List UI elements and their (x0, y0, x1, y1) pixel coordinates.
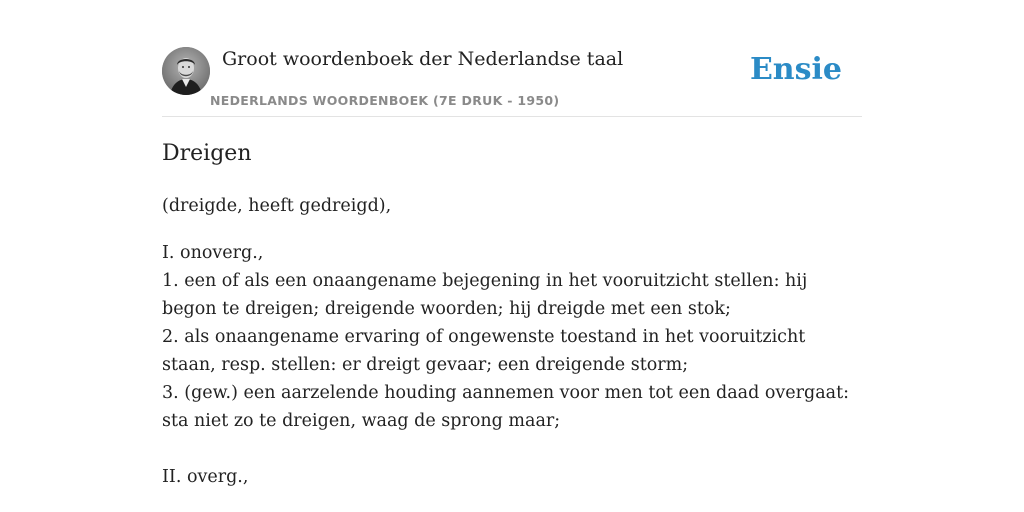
section-heading-transitive: II. overg., (162, 467, 249, 487)
source-subtitle: NEDERLANDS WOORDENBOEK (7E DRUK - 1950) (210, 93, 560, 108)
entry-headword: Dreigen (162, 141, 252, 166)
portrait-icon (162, 47, 210, 95)
sense-2: 2. als onaangename ervaring of ongewenste toestand in het vooruitzicht staan, resp. stellen: er dreigt gevaar; een dreigende storm; (162, 327, 806, 375)
section-heading-intransitive: I. onoverg., (162, 243, 264, 263)
entry-forms: (dreigde, heeft gedreigd), (162, 196, 392, 216)
source-title[interactable]: Groot woordenboek der Nederlandse taal (222, 48, 624, 70)
page-container (162, 0, 862, 512)
entry-definition (162, 192, 862, 491)
entry-header (162, 46, 862, 117)
sense-1: 1. een of als een onaangename bejegening in het vooruitzicht stellen: hij begon te dreigen; dreigende woorden; hij dreigde met een stok; (162, 271, 808, 319)
ensie-logo[interactable]: Ensie (749, 52, 842, 87)
sense-3: 3. (gew.) een aarzelende houding aannemen voor men tot een daad overgaat: sta niet zo te dreigen, waag de sprong maar; (162, 383, 850, 431)
source-avatar (162, 47, 210, 95)
